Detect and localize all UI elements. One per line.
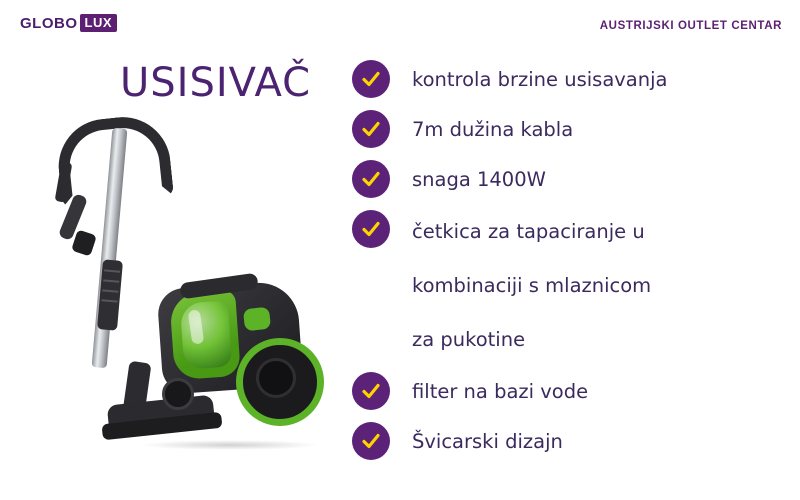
product-image-vacuum-cleaner (30, 110, 330, 470)
list-item (352, 58, 782, 102)
list-item-continuation (352, 262, 782, 310)
vacuum-dust-container (180, 300, 232, 369)
list-item (352, 370, 782, 414)
grip-line (102, 289, 118, 292)
vacuum-hose-connector (71, 229, 97, 256)
list-indent-spacer (352, 316, 390, 317)
grip-line (104, 269, 120, 272)
feature-list (352, 58, 782, 470)
page-header (0, 0, 800, 48)
grip-line (101, 299, 117, 302)
logo-text-globo: GLOBO (20, 14, 78, 32)
list-item-continuation (352, 316, 782, 364)
vacuum-control-knob (243, 307, 271, 332)
page-title: USISIVAČ (120, 60, 312, 106)
grip-line (103, 279, 119, 282)
check-icon (352, 60, 390, 98)
feature-label: za pukotine (412, 328, 526, 351)
feature-label: snaga 1400W (412, 168, 546, 191)
list-indent-spacer (352, 262, 390, 263)
list-item (352, 208, 782, 256)
check-icon (352, 110, 390, 148)
check-icon (352, 210, 390, 248)
brand-logo[interactable] (20, 14, 117, 32)
feature-label: filter na bazi vode (412, 380, 589, 403)
logo-text-lux: LUX (80, 14, 118, 32)
product-shadow (140, 440, 320, 450)
check-icon (352, 160, 390, 198)
list-item (352, 420, 782, 464)
list-item (352, 108, 782, 152)
check-icon (352, 372, 390, 410)
check-icon (352, 422, 390, 460)
feature-label: Švicarski dizajn (412, 430, 563, 453)
vacuum-rear-wheel-hub (256, 358, 296, 398)
list-item (352, 158, 782, 202)
feature-label: kontrola brzine usisavanja (412, 68, 668, 91)
header-tagline: AUSTRIJSKI OUTLET CENTAR (599, 20, 782, 32)
feature-label: četkica za tapaciranje u (412, 220, 645, 243)
feature-label: 7m dužina kabla (412, 118, 574, 141)
vacuum-front-wheel (162, 378, 194, 410)
feature-label: kombinaciji s mlaznicom (412, 274, 652, 297)
